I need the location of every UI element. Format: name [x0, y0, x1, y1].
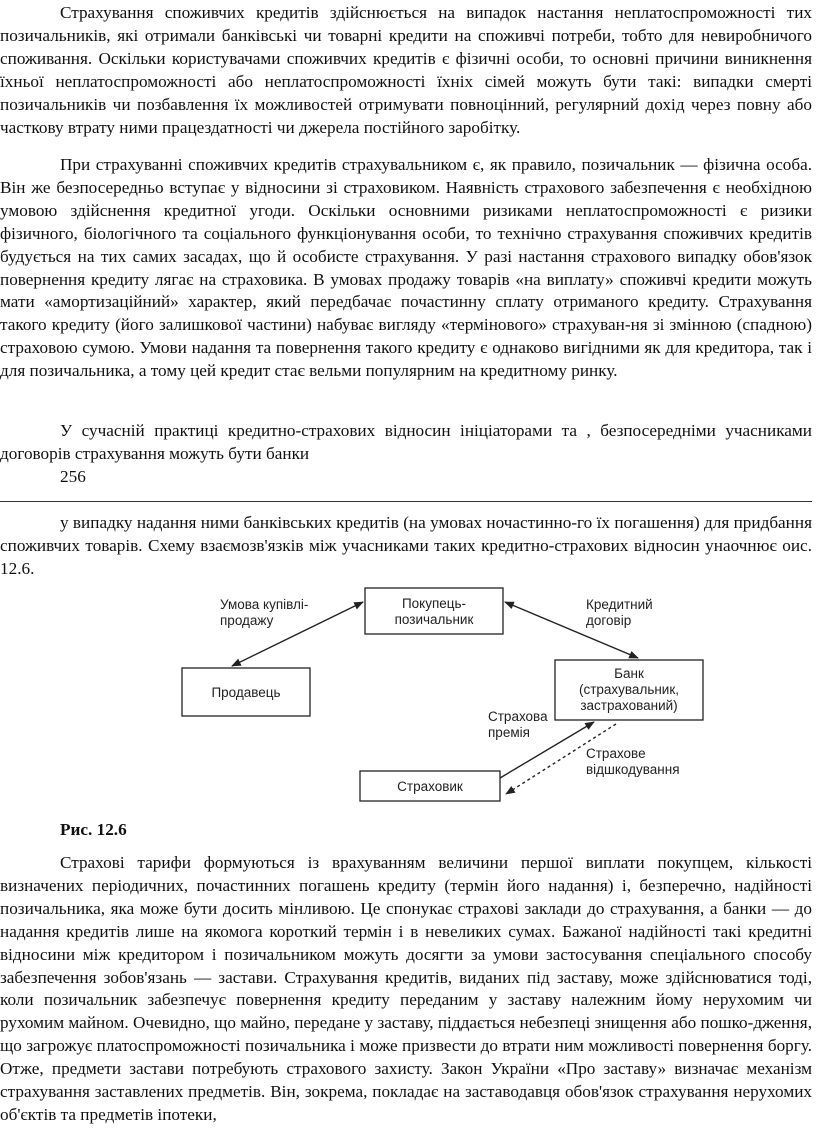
sale-condition-line2: продажу [220, 613, 274, 628]
credit-agreement-line2: договір [586, 613, 632, 628]
buyer-box [365, 588, 503, 634]
page-divider [0, 501, 812, 502]
page-number: 256 [60, 467, 86, 486]
insurer-label: Страховик [397, 779, 463, 794]
paragraph-2: При страхуванні споживчих кредитів страхувальником є, як правило, позичальник — фізична особа. Він же безпосередньо вступає у відносини зі страховиком. Наявність страхового забезпечення є необхідною умовою здійснення кредитної угоди. Оскільки основними ризиками неплатоспроможності є ризики фізичного, біологічного та соціального функціонування особи, то технічно страхування споживчих кредитів будується на тих самих засадах, що й особисте страхування. У разі настання страхового випадку обов'язок повернення кредиту лягає на страховика. В умовах продажу товарів «на виплату» споживчі кредити можуть мати «амортизаційний» характер, який передбачає почастинну сплату отриманого кредиту. Страхування такого кредиту (його залишкової частини) набуває вигляду «термінового» страхуван-ня зі змінною (спадною) страховою сумою. Умови надання та повернення такого кредиту є однаково вигідними як для кредитора, так і для позичальника, а тому цей кредит стає вельми популярним на кредитному ринку. [0, 155, 812, 381]
buyer-label-line1: Покупець- [401, 596, 467, 611]
figure-12-6-diagram [170, 580, 710, 810]
paragraph-5: Страхові тарифи формуються із врахуванням величини першої виплати покупцем, кількості визначених періодичних, почастинних погашень кредиту (термін його надання) і, безперечно, надійності позичальника, яка може бути досить мінливою. Це спонукає страхові заклади до страхування, а банки — до надання кредитів лише на якомога короткий термін і в невеликих сумах. Бажаної надійності такі кредитні відносини між кредитором і позичальником можуть досягти за умови застосування спеціального способу забезпечення зобов'язань — застави. Страхування кредитів, виданих під заставу, може здійснюватися тоді, коли позичальник забезпечує повернення кредиту переданим у заставу належним йому нерухомим чи рухомим майном. Очевидно, що майно, передане у заставу, піддається небезпеці знищення або пошко-дження, що загрожує платоспроможності позичальника і може призвести до втрати ним можливості повернення боргу. Отже, предмети застави потребують страхового захисту. Закон України «Про заставу» визначає механізм страхування заставлених предметів. Він, зокрема, покладає на заставодавця обов'язок страхування нерухомих об'єктів та предметів іпотеки, [0, 853, 812, 1124]
sale-condition-line1: Умова купівлі- [220, 597, 309, 612]
compensation-label-line1: Страхове [586, 746, 646, 761]
paragraph-4: у випадку надання ними банківських кредитів (на умовах ночастинно-го їх погашення) для придбання споживчих товарів. Схему взаємозв'язків між учасниками таких кредитно-страхових відносин унаочнює оис. 12.6. [0, 513, 812, 578]
bank-label-line3: застрахований) [580, 698, 678, 713]
premium-label-line2: премія [488, 725, 530, 740]
paragraph-1: Страхування споживчих кредитів здійснюється на випадок настання неплатоспроможності тих позичальників, які отримали банківські чи товарні кредити на споживчі потреби, тобто для невиробничого споживання. Оскільки користувачами споживчих кредитів є фізичні особи, то основні причини виникнення їхньої неплатоспроможності або неплатоспроможності їхніх сімей можуть бути такі: випадки смерті позичальників чи позбавлення їх можливостей отримувати повноцінний, регулярний дохід через повну або часткову втрату ними працездатності чи джерела постійного заробітку. [0, 3, 812, 137]
bank-label-line1: Банк [614, 666, 644, 681]
compensation-label-line2: відшкодування [586, 762, 680, 777]
paragraph-3: У сучасній практиці кредитно-страхових відносин ініціаторами та , безпосередніми учасниками договорів страхування можуть бути банки [0, 421, 812, 463]
figure-caption: Рис. 12.6 [60, 820, 127, 839]
seller-label: Продавець [211, 685, 281, 700]
credit-agreement-line1: Кредитний [586, 597, 653, 612]
premium-label-line1: Страхова [488, 709, 548, 724]
bank-label-line2: (страхувальник, [578, 682, 680, 697]
buyer-label-line2: позичальник [394, 612, 474, 627]
